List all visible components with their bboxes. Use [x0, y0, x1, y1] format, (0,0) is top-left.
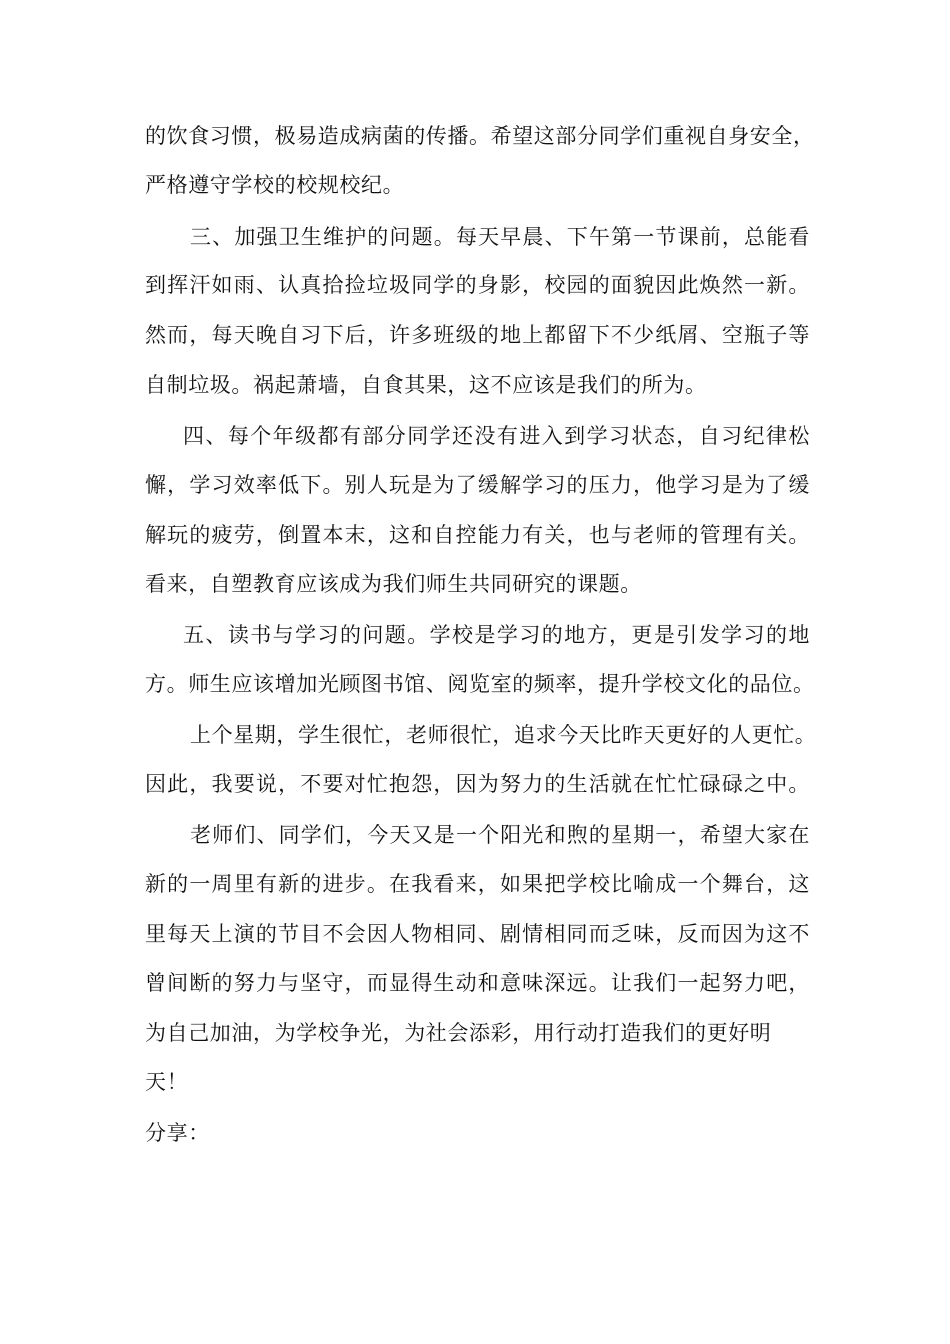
paragraph-6-start: 上个星期，学生很忙，老师很忙，追求今天比昨天更好的人更忙。 [190, 723, 817, 747]
text-line: 然而，每天晚自习下后，许多班级的地上都留下不少纸屑、空瓶子等 [145, 323, 810, 347]
text-line: 看来，自塑教育应该成为我们师生共同研究的课题。 [145, 572, 642, 596]
text-line: 解玩的疲劳，倒置本末，这和自控能力有关，也与老师的管理有关。 [145, 523, 810, 547]
text-line: 曾间断的努力与坚守，而显得生动和意味深远。让我们一起努力吧， [145, 971, 810, 995]
text-line: 严格遵守学校的校规校纪。 [145, 173, 405, 197]
text-line: 到挥汗如雨、认真拾捡垃圾同学的身影，校园的面貌因此焕然一新。 [145, 273, 810, 297]
text-line: 为自己加油，为学校争光，为社会添彩，用行动打造我们的更好明 [145, 1021, 772, 1045]
paragraph-4-start: 四、每个年级都有部分同学还没有进入到学习状态，自习纪律松 [183, 424, 810, 448]
text-line: 里每天上演的节目不会因人物相同、剧情相同而乏味，反而因为这不 [145, 922, 810, 946]
paragraph-3-start: 三、加强卫生维护的问题。每天早晨、下午第一节课前，总能看 [190, 225, 810, 249]
text-line: 的饮食习惯，极易造成病菌的传播。希望这部分同学们重视自身安全， [145, 124, 815, 148]
paragraph-5-start: 五、读书与学习的问题。学校是学习的地方，更是引发学习的地 [183, 623, 810, 647]
text-line: 方。师生应该增加光顾图书馆、阅览室的频率，提升学校文化的品位。 [145, 672, 815, 696]
text-line: 新的一周里有新的进步。在我看来，如果把学校比喻成一个舞台，这 [145, 872, 810, 896]
paragraph-7-start: 老师们、同学们，今天又是一个阳光和煦的星期一，希望大家在 [190, 823, 810, 847]
text-line: 自制垃圾。祸起萧墙，自食其果，这不应该是我们的所为。 [145, 373, 707, 397]
text-line: 因此，我要说，不要对忙抱怨，因为努力的生活就在忙忙碌碌之中。 [145, 772, 810, 796]
text-line: 天！ [145, 1070, 189, 1094]
share-label: 分享： [145, 1121, 210, 1145]
text-line: 懈，学习效率低下。别人玩是为了缓解学习的压力，他学习是为了缓 [145, 473, 810, 497]
